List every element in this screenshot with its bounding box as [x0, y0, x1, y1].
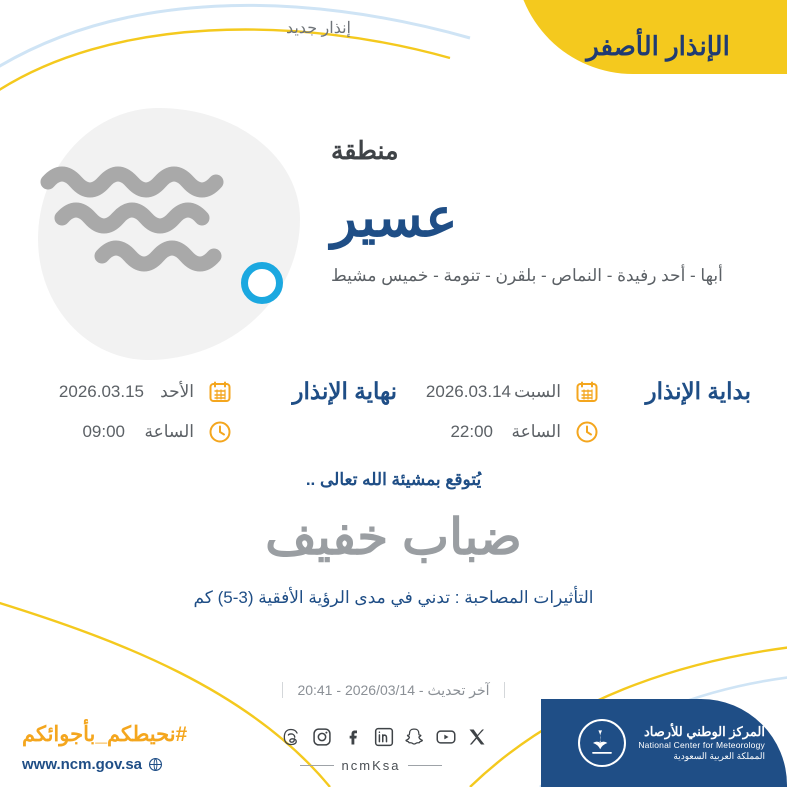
alert-end-hour: 09:00	[82, 422, 125, 441]
alert-start-block	[411, 376, 751, 462]
alert-end-hour-label: الساعة	[144, 422, 194, 441]
fog-waves-icon	[40, 160, 280, 275]
ncm-emblem-icon	[578, 719, 626, 767]
alert-start-day: السبت	[514, 382, 561, 401]
x-twitter-icon[interactable]	[467, 727, 487, 747]
new-alert-label: إنذار جديد	[285, 20, 351, 37]
social-icons-row	[281, 727, 487, 747]
facebook-icon[interactable]	[343, 727, 363, 747]
region-label: منطقة	[331, 137, 399, 165]
alert-end-block	[58, 376, 397, 462]
calendar-icon	[575, 380, 599, 404]
forecast-phenomenon: ضباب خفيف	[265, 509, 522, 565]
website-link[interactable]	[22, 756, 163, 773]
snapchat-icon[interactable]	[405, 727, 425, 747]
ncm-logo-block	[541, 699, 787, 787]
clock-icon	[208, 420, 232, 444]
location-dot-icon	[241, 262, 283, 304]
alert-start-date: 2026.03.14	[425, 382, 511, 401]
clock-icon	[575, 420, 599, 444]
org-kingdom-ar: المملكة العربية السعودية	[673, 750, 765, 761]
campaign-hashtag: #نحيطكم_بأجوائكم	[22, 723, 188, 746]
ncm-logo-texts	[638, 724, 765, 762]
last-update-text: آخر تحديث - 2026/03/14 - 20:41	[0, 682, 787, 699]
youtube-icon[interactable]	[436, 727, 456, 747]
footer	[0, 699, 787, 787]
instagram-icon[interactable]	[312, 727, 332, 747]
globe-icon	[148, 757, 163, 772]
forecast-impacts: التأثيرات المصاحبة : تدني في مدى الرؤية الأفقية (3-5) كم	[193, 588, 594, 607]
alert-end-date: 2026.03.15	[58, 382, 144, 401]
linkedin-icon[interactable]	[374, 727, 394, 747]
alert-start-hour: 22:00	[450, 422, 493, 441]
website-url: www.ncm.gov.sa	[22, 756, 143, 773]
alert-level-badge	[515, 0, 787, 74]
social-handle: ncmKsa	[255, 758, 487, 773]
calendar-icon	[208, 380, 232, 404]
org-name-en: National Center for Meteorology	[638, 740, 765, 751]
alert-end-day: الأحد	[160, 382, 194, 401]
threads-icon[interactable]	[281, 727, 301, 747]
alert-level-label: الإنذار الأصفر	[586, 31, 730, 61]
forecast-prefix: يُتوقع بمشيئة الله تعالى ..	[305, 470, 482, 489]
alert-start-hour-label: الساعة	[511, 422, 561, 441]
org-name-ar: المركز الوطني للأرصاد	[643, 723, 765, 739]
region-name: عسير	[331, 188, 458, 248]
alert-end-title: نهاية الإنذار	[292, 378, 397, 404]
region-cities: أبها - أحد رفيدة - النماص - بلقرن - تنومة - خميس مشيط	[331, 266, 723, 285]
alert-start-title: بداية الإنذار	[645, 378, 751, 404]
alert-time-row	[0, 376, 787, 462]
